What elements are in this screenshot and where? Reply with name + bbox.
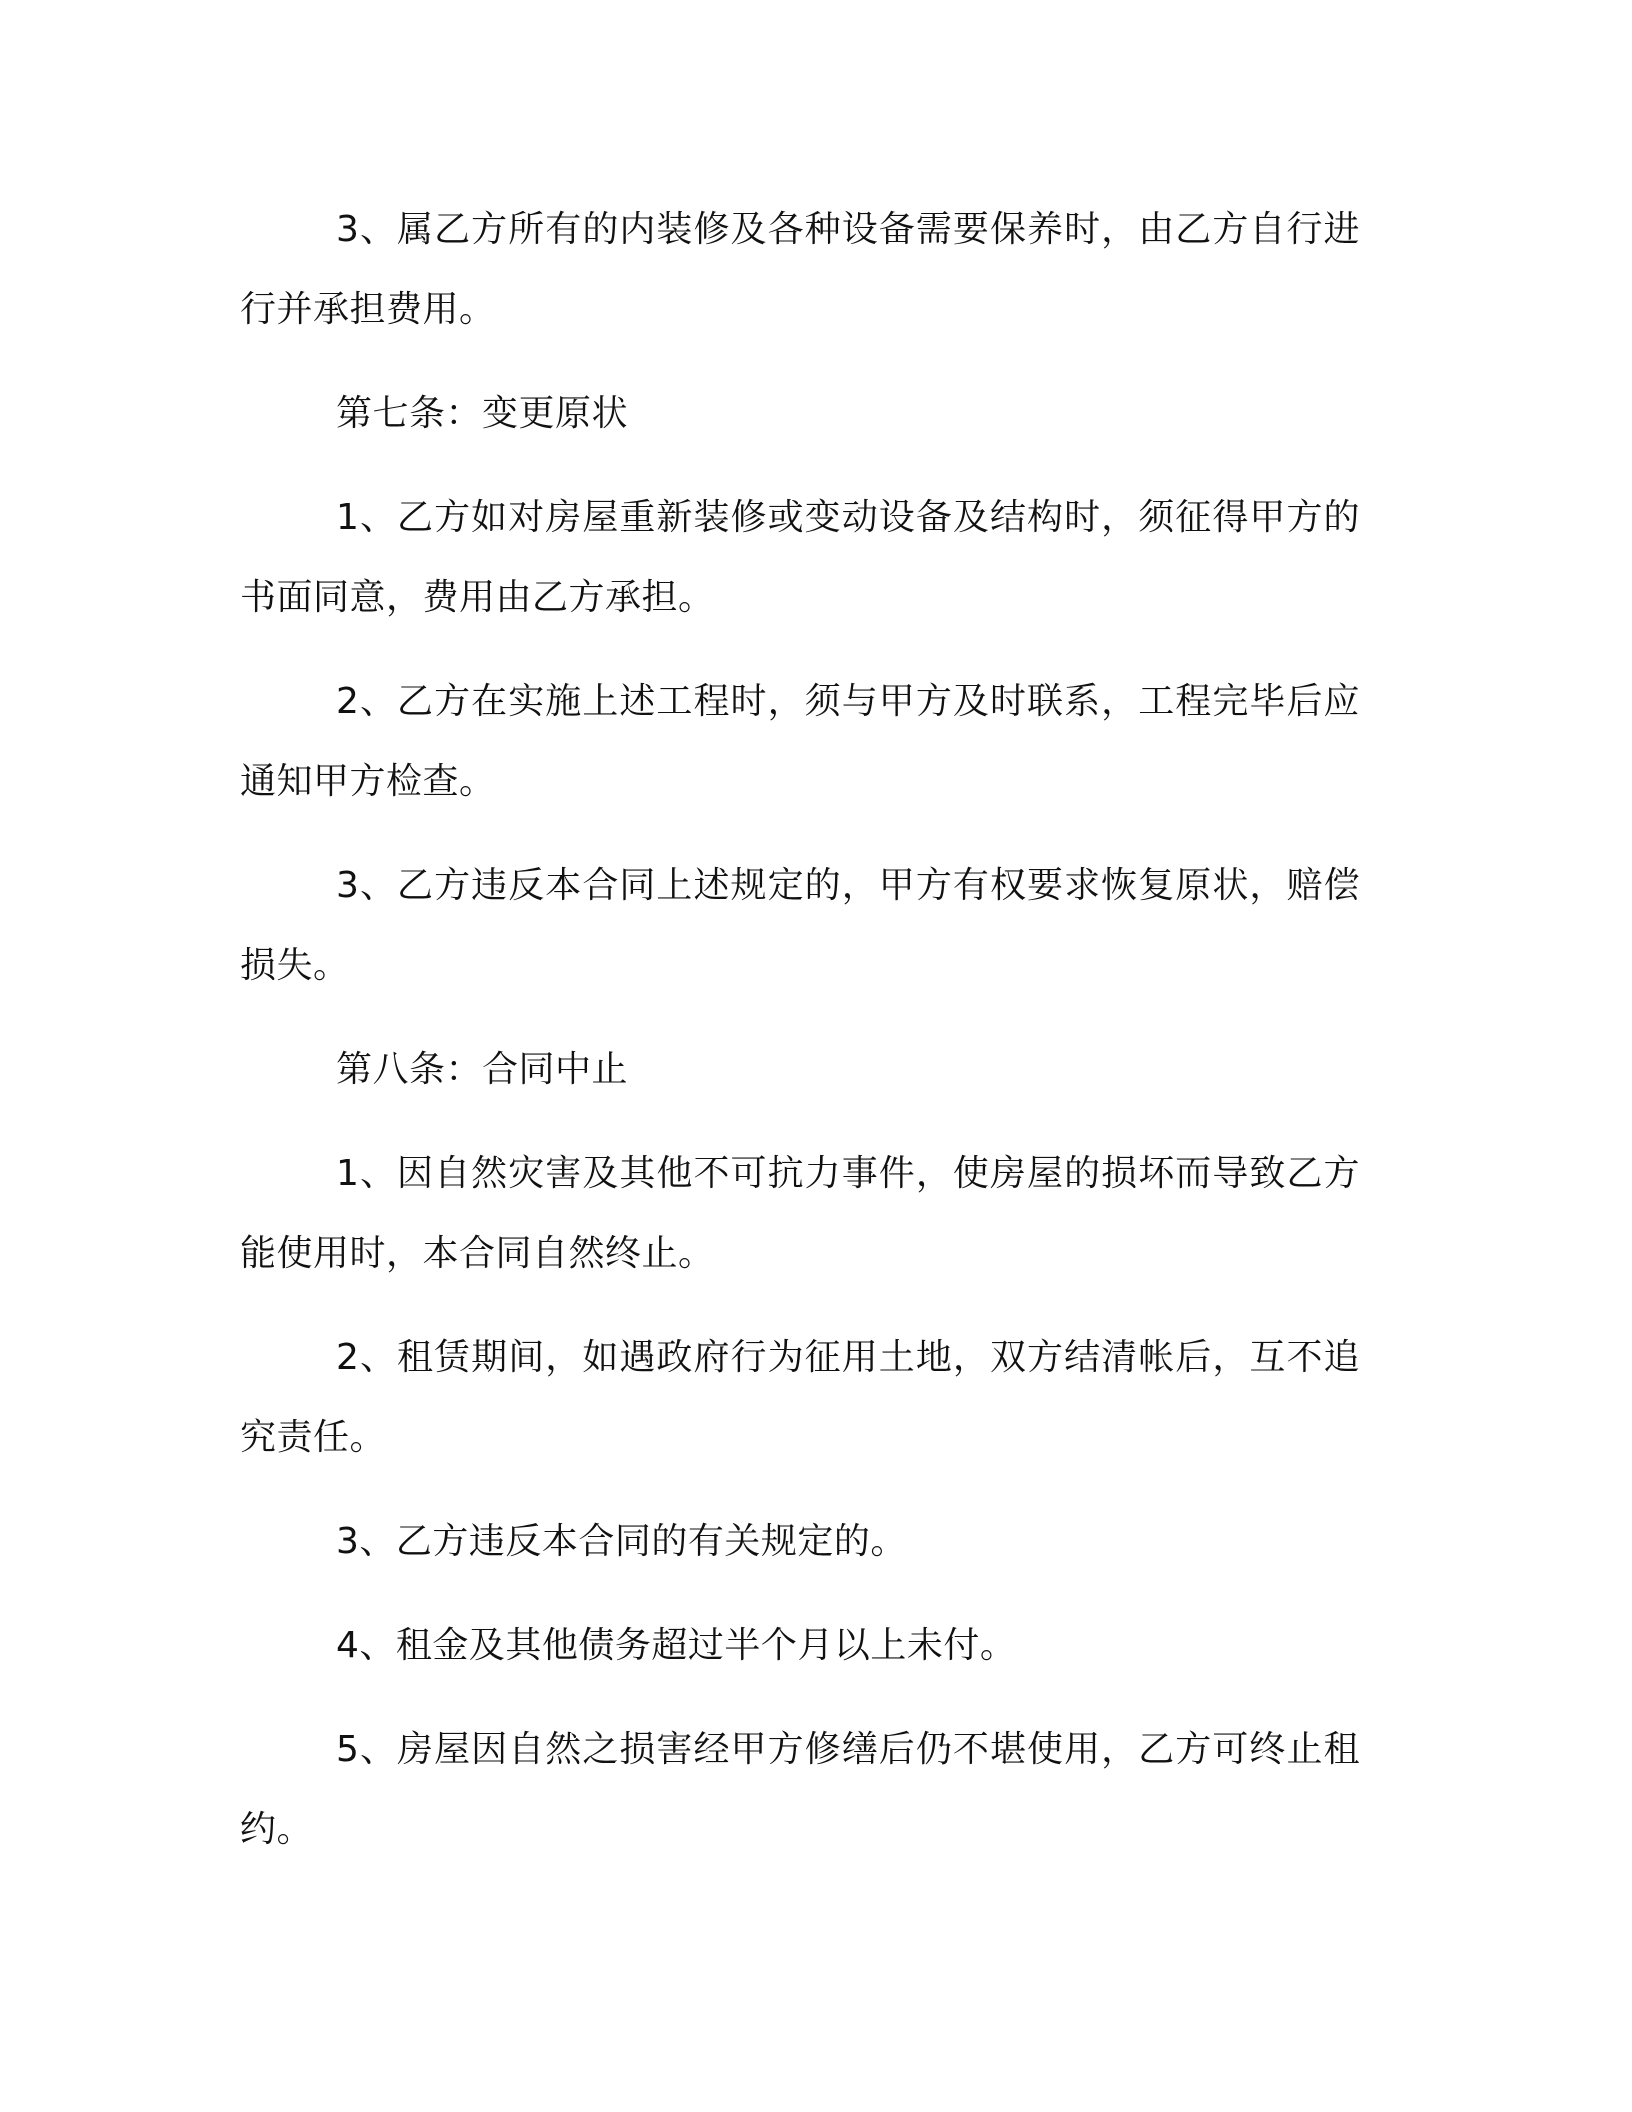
paragraph-rent-overdue: 4、租金及其他债务超过半个月以上未付。 <box>336 1625 1017 1666</box>
paragraph-contract-violation: 3、乙方违反本合同的有关规定的。 <box>336 1521 907 1562</box>
paragraph-restore-original: 3、乙方违反本合同上述规定的，甲方有权要求恢复原状，赔偿损失。 <box>240 865 1360 986</box>
document-page <box>240 190 1360 1894</box>
paragraph-renovation-consent: 1、乙方如对房屋重新装修或变动设备及结构时，须征得甲方的书面同意，费用由乙方承担。 <box>240 497 1360 618</box>
paragraph-maintenance-cost: 3、属乙方所有的内装修及各种设备需要保养时，由乙方自行进行并承担费用。 <box>240 209 1360 330</box>
section-heading-article-8: 第八条：合同中止 <box>336 1049 629 1090</box>
paragraph-land-requisition: 2、租赁期间，如遇政府行为征用土地，双方结清帐后，互不追究责任。 <box>240 1337 1360 1458</box>
paragraph-terminate-lease: 5、房屋因自然之损害经甲方修缮后仍不堪使用，乙方可终止租约。 <box>240 1729 1360 1850</box>
section-heading-article-7: 第七条：变更原状 <box>336 393 629 434</box>
paragraph-construction-notice: 2、乙方在实施上述工程时，须与甲方及时联系，工程完毕后应通知甲方检查。 <box>240 681 1360 802</box>
paragraph-force-majeure: 1、因自然灾害及其他不可抗力事件，使房屋的损坏而导致乙方能使用时，本合同自然终止。 <box>240 1153 1360 1274</box>
